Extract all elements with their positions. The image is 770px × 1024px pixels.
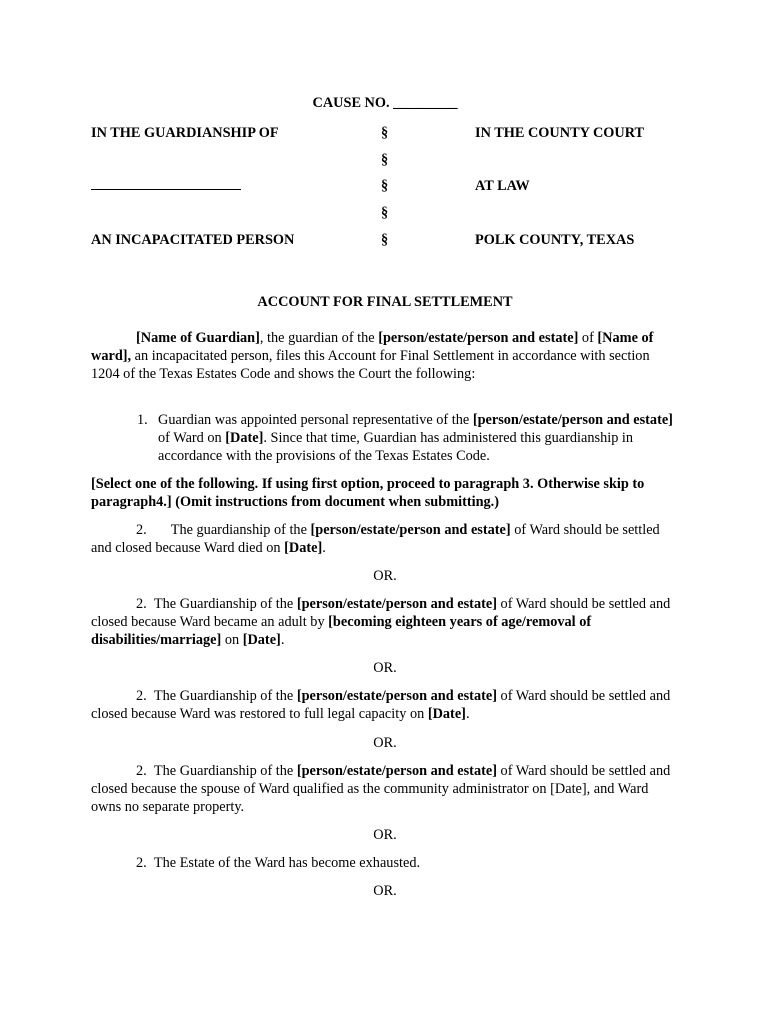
date-placeholder: [Date] [427, 706, 466, 722]
caption-left-incapacitated: AN INCAPACITATED PERSON [91, 232, 295, 248]
item-1-body: Guardian was appointed personal representative of the [person/estate/person and estate] of Ward on [Date]. Since that time, Guardian has administered this guardianship in accordance with the provisions of the Texas Estates Code. [158, 412, 673, 464]
date-placeholder: [Date] [242, 632, 281, 648]
instructions-paragraph: [Select one of the following. If using first option, proceed to paragraph 3. Otherwise skip to paragraph4.] (Omit instructions from document when submitting.) [91, 476, 645, 510]
or-separator: OR. [373, 883, 397, 899]
item-1-number: 1. [137, 412, 148, 428]
reason-placeholder: [becoming eighteen years of age/removal of disabilities/marriage] [91, 614, 592, 648]
cause-number: CAUSE NO. _________ [312, 95, 458, 111]
or-separator: OR. [373, 827, 397, 843]
option-2-paragraph: 2. The Guardianship of the [person/estate/person and estate] of Ward should be settled and closed because Ward became an adult by [becoming eighteen years of age/removal of disabilities/marriage] on [Date]. [91, 596, 671, 648]
scope-placeholder: [person/estate/person and estate] [296, 688, 497, 704]
section-symbol: § [381, 125, 389, 141]
scope-placeholder: [person/estate/person and estate] [296, 596, 497, 612]
date-placeholder: [Date] [284, 540, 323, 556]
section-symbol: § [381, 205, 389, 221]
caption-left-guardianship: IN THE GUARDIANSHIP OF [91, 125, 279, 141]
intro-paragraph: [Name of Guardian], the guardian of the [person/estate/person and estate] of [Name of ward], an incapacitated person, files this Account for Final Settlement in accordance with section 1204 of the Texas Estates Code and shows the Court the following: [91, 330, 654, 382]
or-separator: OR. [373, 735, 397, 751]
or-separator: OR. [373, 660, 397, 676]
caption-right-court: IN THE COUNTY COURT [475, 125, 645, 141]
section-symbol: § [381, 232, 389, 248]
or-separator: OR. [373, 568, 397, 584]
scope-placeholder: [person/estate/person and estate] [296, 763, 497, 779]
scope-placeholder: [person/estate/person and estate] [310, 522, 511, 538]
caption-right-county: POLK COUNTY, TEXAS [475, 232, 635, 248]
option-4-paragraph: 2. The Guardianship of the [person/estate/person and estate] of Ward should be settled and closed because the spouse of Ward qualified as the community administrator on [Date], and Ward owns no separate property. [91, 763, 671, 815]
date-placeholder: [Date] [225, 430, 264, 446]
guardian-name-placeholder: [Name of Guardian] [136, 330, 260, 346]
document-title: ACCOUNT FOR FINAL SETTLEMENT [257, 294, 513, 310]
option-3-paragraph: 2. The Guardianship of the [person/estate/person and estate] of Ward should be settled and closed because Ward was restored to full legal capacity on [Date]. [91, 688, 671, 722]
ward-name-placeholder: [Name of ward], [91, 330, 654, 364]
ward-name-blank-line [91, 189, 241, 190]
section-symbol: § [381, 178, 389, 194]
scope-placeholder: [person/estate/person and estate] [378, 330, 579, 346]
option-5-paragraph: 2. The Estate of the Ward has become exhausted. [136, 855, 421, 871]
section-symbol: § [381, 152, 389, 168]
caption-right-at-law: AT LAW [475, 178, 530, 194]
option-1-paragraph: 2. The guardianship of the [person/estate/person and estate] of Ward should be settled and closed because Ward died on [Date]. [91, 522, 660, 556]
scope-placeholder: [person/estate/person and estate] [472, 412, 673, 428]
